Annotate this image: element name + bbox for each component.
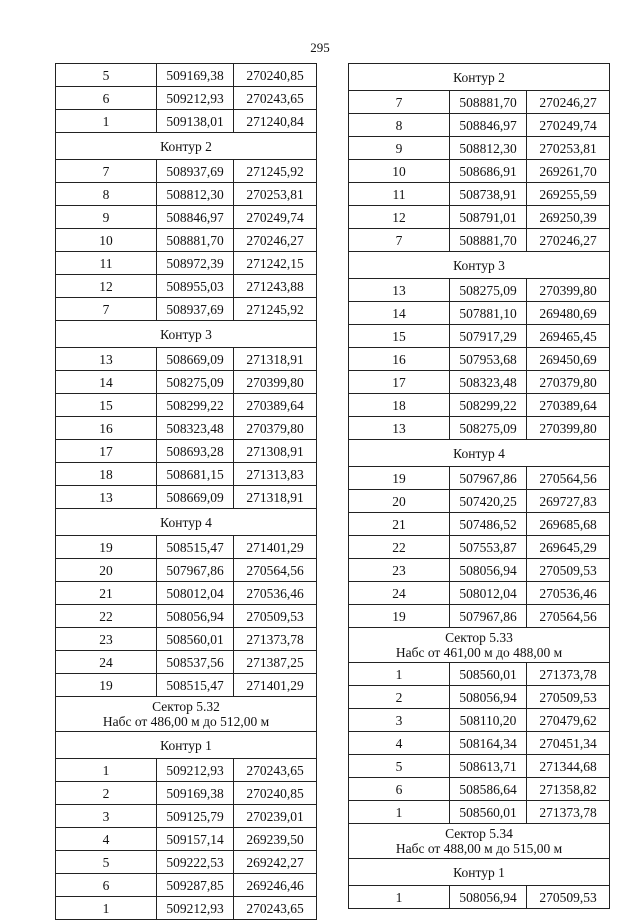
contour-header-row: [349, 859, 610, 886]
y-coordinate-cell: 269250,39: [527, 206, 610, 229]
point-number-cell: 12: [349, 206, 450, 229]
point-number-cell: 3: [349, 709, 450, 732]
point-number-cell: 19: [349, 605, 450, 628]
x-coordinate-cell: 508560,01: [450, 801, 527, 824]
point-number-cell: 18: [56, 463, 157, 486]
point-number-cell: 6: [349, 778, 450, 801]
x-coordinate-cell: 508846,97: [450, 114, 527, 137]
point-number-cell: 17: [56, 440, 157, 463]
y-coordinate-cell: 271308,91: [234, 440, 317, 463]
section-title: Сектор 5.33: [445, 630, 513, 645]
x-coordinate-cell: 508056,94: [157, 605, 234, 628]
x-coordinate-cell: 508972,39: [157, 252, 234, 275]
x-coordinate-cell: 508881,70: [450, 229, 527, 252]
point-number-cell: 7: [56, 298, 157, 321]
y-coordinate-cell: 270243,65: [234, 897, 317, 920]
point-number-cell: 16: [349, 348, 450, 371]
point-number-cell: 7: [349, 229, 450, 252]
x-coordinate-cell: 508812,30: [450, 137, 527, 160]
point-number-cell: 5: [349, 755, 450, 778]
y-coordinate-cell: 271240,84: [234, 110, 317, 133]
y-coordinate-cell: 270239,01: [234, 805, 317, 828]
table-row: [56, 440, 317, 463]
coordinates-table-right: [348, 63, 610, 909]
section-title: Сектор 5.32: [152, 699, 220, 714]
point-number-cell: 2: [349, 686, 450, 709]
point-number-cell: 21: [56, 582, 157, 605]
point-number-cell: 23: [56, 628, 157, 651]
x-coordinate-cell: 508012,04: [157, 582, 234, 605]
y-coordinate-cell: 271318,91: [234, 348, 317, 371]
point-number-cell: 4: [349, 732, 450, 755]
x-coordinate-cell: 509222,53: [157, 851, 234, 874]
x-coordinate-cell: 508275,09: [157, 371, 234, 394]
table-row: [349, 490, 610, 513]
section-header-cell: [349, 440, 610, 467]
point-number-cell: 21: [349, 513, 450, 536]
point-number-cell: 1: [56, 897, 157, 920]
point-number-cell: 3: [56, 805, 157, 828]
table-row: [56, 828, 317, 851]
contour-header-row: [56, 133, 317, 160]
point-number-cell: 16: [56, 417, 157, 440]
y-coordinate-cell: 271401,29: [234, 674, 317, 697]
y-coordinate-cell: 269246,46: [234, 874, 317, 897]
y-coordinate-cell: 270564,56: [234, 559, 317, 582]
x-coordinate-cell: 509212,93: [157, 897, 234, 920]
x-coordinate-cell: 508846,97: [157, 206, 234, 229]
y-coordinate-cell: 271243,88: [234, 275, 317, 298]
table-row: [56, 628, 317, 651]
y-coordinate-cell: 270246,27: [527, 229, 610, 252]
x-coordinate-cell: 508275,09: [450, 417, 527, 440]
point-number-cell: 10: [56, 229, 157, 252]
y-coordinate-cell: 270536,46: [527, 582, 610, 605]
y-coordinate-cell: 270564,56: [527, 605, 610, 628]
x-coordinate-cell: 508323,48: [157, 417, 234, 440]
table-row: [56, 275, 317, 298]
x-coordinate-cell: 508056,94: [450, 686, 527, 709]
y-coordinate-cell: 270564,56: [527, 467, 610, 490]
point-number-cell: 1: [349, 801, 450, 824]
table-row: [349, 663, 610, 686]
page-number: 295: [310, 40, 330, 55]
table-row: [56, 851, 317, 874]
contour-header-row: [349, 252, 610, 279]
x-coordinate-cell: 507917,29: [450, 325, 527, 348]
y-coordinate-cell: 271318,91: [234, 486, 317, 509]
point-number-cell: 20: [56, 559, 157, 582]
table-row: [349, 91, 610, 114]
table-row: [56, 252, 317, 275]
x-coordinate-cell: 509157,14: [157, 828, 234, 851]
y-coordinate-cell: 270243,65: [234, 87, 317, 110]
x-coordinate-cell: 508560,01: [157, 628, 234, 651]
contour-header-row: [349, 64, 610, 91]
y-coordinate-cell: 270509,53: [234, 605, 317, 628]
x-coordinate-cell: 508275,09: [450, 279, 527, 302]
table-row: [349, 348, 610, 371]
y-coordinate-cell: 269255,59: [527, 183, 610, 206]
table-row: [349, 114, 610, 137]
y-coordinate-cell: 270509,53: [527, 686, 610, 709]
table-row: [349, 778, 610, 801]
table-row: [56, 874, 317, 897]
section-header-cell: [56, 321, 317, 348]
y-coordinate-cell: 269465,45: [527, 325, 610, 348]
table-row: [56, 805, 317, 828]
table-row: [349, 686, 610, 709]
y-coordinate-cell: 271242,15: [234, 252, 317, 275]
table-row: [56, 536, 317, 559]
x-coordinate-cell: 509125,79: [157, 805, 234, 828]
table-row: [349, 513, 610, 536]
table-row: [56, 110, 317, 133]
x-coordinate-cell: 509287,85: [157, 874, 234, 897]
x-coordinate-cell: 508537,56: [157, 651, 234, 674]
y-coordinate-cell: 269239,50: [234, 828, 317, 851]
y-coordinate-cell: 270509,53: [527, 886, 610, 909]
section-subtitle: Набс от 486,00 м до 512,00 м: [102, 714, 270, 729]
section-title: Контур 4: [453, 445, 505, 461]
point-number-cell: 6: [56, 87, 157, 110]
table-row: [56, 897, 317, 920]
y-coordinate-cell: 271373,78: [527, 663, 610, 686]
x-coordinate-cell: 508056,94: [450, 886, 527, 909]
x-coordinate-cell: 508110,20: [450, 709, 527, 732]
y-coordinate-cell: 271387,25: [234, 651, 317, 674]
contour-header-row: [349, 440, 610, 467]
x-coordinate-cell: 507967,86: [450, 605, 527, 628]
point-number-cell: 15: [349, 325, 450, 348]
x-coordinate-cell: 509169,38: [157, 782, 234, 805]
point-number-cell: 19: [56, 536, 157, 559]
table-row: [349, 605, 610, 628]
x-coordinate-cell: 507420,25: [450, 490, 527, 513]
x-coordinate-cell: 508881,70: [157, 229, 234, 252]
table-row: [56, 229, 317, 252]
point-number-cell: 5: [56, 851, 157, 874]
y-coordinate-cell: 271245,92: [234, 160, 317, 183]
table-row: [56, 605, 317, 628]
point-number-cell: 10: [349, 160, 450, 183]
y-coordinate-cell: 271401,29: [234, 536, 317, 559]
point-number-cell: 5: [56, 64, 157, 87]
y-coordinate-cell: 269480,69: [527, 302, 610, 325]
x-coordinate-cell: 508613,71: [450, 755, 527, 778]
x-coordinate-cell: 508012,04: [450, 582, 527, 605]
x-coordinate-cell: 507967,86: [157, 559, 234, 582]
point-number-cell: 4: [56, 828, 157, 851]
table-row: [349, 206, 610, 229]
section-title: Контур 1: [160, 737, 212, 753]
y-coordinate-cell: 270399,80: [527, 279, 610, 302]
x-coordinate-cell: 509212,93: [157, 87, 234, 110]
point-number-cell: 20: [349, 490, 450, 513]
table-row: [349, 160, 610, 183]
y-coordinate-cell: 270249,74: [527, 114, 610, 137]
x-coordinate-cell: 508669,09: [157, 486, 234, 509]
x-coordinate-cell: 509169,38: [157, 64, 234, 87]
point-number-cell: 11: [349, 183, 450, 206]
x-coordinate-cell: 509138,01: [157, 110, 234, 133]
y-coordinate-cell: 269685,68: [527, 513, 610, 536]
table-row: [349, 582, 610, 605]
table-row: [349, 302, 610, 325]
point-number-cell: 7: [349, 91, 450, 114]
y-coordinate-cell: 270399,80: [234, 371, 317, 394]
section-title: Контур 3: [453, 257, 505, 273]
table-row: [56, 371, 317, 394]
x-coordinate-cell: 508812,30: [157, 183, 234, 206]
section-header-cell: [349, 628, 610, 663]
point-number-cell: 14: [349, 302, 450, 325]
x-coordinate-cell: 508056,94: [450, 559, 527, 582]
point-number-cell: 13: [56, 348, 157, 371]
section-title: Сектор 5.34: [445, 826, 513, 841]
table-row: [56, 206, 317, 229]
x-coordinate-cell: 508881,70: [450, 91, 527, 114]
point-number-cell: 2: [56, 782, 157, 805]
point-number-cell: 9: [349, 137, 450, 160]
table-row: [349, 709, 610, 732]
y-coordinate-cell: 270253,81: [527, 137, 610, 160]
x-coordinate-cell: 508299,22: [450, 394, 527, 417]
point-number-cell: 6: [56, 874, 157, 897]
y-coordinate-cell: 270240,85: [234, 782, 317, 805]
point-number-cell: 8: [56, 183, 157, 206]
y-coordinate-cell: 270243,65: [234, 759, 317, 782]
contour-header-row: [56, 732, 317, 759]
section-title: Контур 2: [160, 138, 212, 154]
y-coordinate-cell: 271344,68: [527, 755, 610, 778]
section-title: Контур 4: [160, 514, 212, 530]
table-row: [56, 298, 317, 321]
point-number-cell: 22: [56, 605, 157, 628]
table-row: [56, 582, 317, 605]
point-number-cell: 23: [349, 559, 450, 582]
y-coordinate-cell: 270536,46: [234, 582, 317, 605]
point-number-cell: 13: [349, 417, 450, 440]
y-coordinate-cell: 270240,85: [234, 64, 317, 87]
section-header-cell: [349, 64, 610, 91]
x-coordinate-cell: 507953,68: [450, 348, 527, 371]
x-coordinate-cell: 508693,28: [157, 440, 234, 463]
table-row: [349, 229, 610, 252]
table-row: [349, 536, 610, 559]
table-row: [56, 651, 317, 674]
table-row: [349, 732, 610, 755]
point-number-cell: 18: [349, 394, 450, 417]
section-header-cell: [56, 697, 317, 732]
x-coordinate-cell: 508586,64: [450, 778, 527, 801]
table-row: [56, 183, 317, 206]
sector-header-row: [349, 628, 610, 663]
section-header-cell: [56, 133, 317, 160]
y-coordinate-cell: 271313,83: [234, 463, 317, 486]
table-row: [56, 64, 317, 87]
point-number-cell: 9: [56, 206, 157, 229]
section-title: Контур 1: [453, 864, 505, 880]
x-coordinate-cell: 508515,47: [157, 674, 234, 697]
x-coordinate-cell: 508560,01: [450, 663, 527, 686]
x-coordinate-cell: 507553,87: [450, 536, 527, 559]
y-coordinate-cell: 270246,27: [527, 91, 610, 114]
point-number-cell: 17: [349, 371, 450, 394]
point-number-cell: 1: [349, 886, 450, 909]
sector-header-row: [56, 697, 317, 732]
x-coordinate-cell: 508937,69: [157, 298, 234, 321]
table-row: [56, 160, 317, 183]
point-number-cell: 22: [349, 536, 450, 559]
contour-header-row: [56, 321, 317, 348]
y-coordinate-cell: 271245,92: [234, 298, 317, 321]
point-number-cell: 1: [56, 759, 157, 782]
section-header-cell: [349, 252, 610, 279]
table-row: [349, 559, 610, 582]
y-coordinate-cell: 270379,80: [527, 371, 610, 394]
table-row: [349, 371, 610, 394]
point-number-cell: 1: [56, 110, 157, 133]
y-coordinate-cell: 269727,83: [527, 490, 610, 513]
point-number-cell: 14: [56, 371, 157, 394]
y-coordinate-cell: 271373,78: [234, 628, 317, 651]
point-number-cell: 11: [56, 252, 157, 275]
x-coordinate-cell: 508738,91: [450, 183, 527, 206]
point-number-cell: 24: [349, 582, 450, 605]
point-number-cell: 13: [349, 279, 450, 302]
point-number-cell: 1: [349, 663, 450, 686]
y-coordinate-cell: 271358,82: [527, 778, 610, 801]
x-coordinate-cell: 508299,22: [157, 394, 234, 417]
y-coordinate-cell: 270379,80: [234, 417, 317, 440]
point-number-cell: 7: [56, 160, 157, 183]
x-coordinate-cell: 507881,10: [450, 302, 527, 325]
y-coordinate-cell: 270253,81: [234, 183, 317, 206]
table-row: [56, 87, 317, 110]
table-row: [349, 886, 610, 909]
y-coordinate-cell: 270399,80: [527, 417, 610, 440]
x-coordinate-cell: 508515,47: [157, 536, 234, 559]
y-coordinate-cell: 270451,34: [527, 732, 610, 755]
y-coordinate-cell: 270509,53: [527, 559, 610, 582]
section-header-cell: [349, 859, 610, 886]
y-coordinate-cell: 270246,27: [234, 229, 317, 252]
table-row: [349, 467, 610, 490]
x-coordinate-cell: 508686,91: [450, 160, 527, 183]
x-coordinate-cell: 508669,09: [157, 348, 234, 371]
table-row: [56, 417, 317, 440]
x-coordinate-cell: 508791,01: [450, 206, 527, 229]
x-coordinate-cell: 509212,93: [157, 759, 234, 782]
point-number-cell: 15: [56, 394, 157, 417]
table-row: [349, 801, 610, 824]
table-row: [56, 463, 317, 486]
point-number-cell: 8: [349, 114, 450, 137]
y-coordinate-cell: 270389,64: [527, 394, 610, 417]
section-header-cell: [56, 732, 317, 759]
section-title: Контур 2: [453, 69, 505, 85]
y-coordinate-cell: 271373,78: [527, 801, 610, 824]
table-row: [56, 486, 317, 509]
x-coordinate-cell: 507967,86: [450, 467, 527, 490]
y-coordinate-cell: 269242,27: [234, 851, 317, 874]
table-row: [56, 394, 317, 417]
point-number-cell: 19: [56, 674, 157, 697]
table-row: [349, 325, 610, 348]
table-row: [56, 782, 317, 805]
point-number-cell: 13: [56, 486, 157, 509]
point-number-cell: 24: [56, 651, 157, 674]
table-row: [349, 417, 610, 440]
section-subtitle: Набс от 488,00 м до 515,00 м: [395, 841, 563, 856]
y-coordinate-cell: 270389,64: [234, 394, 317, 417]
table-row: [349, 279, 610, 302]
y-coordinate-cell: 269450,69: [527, 348, 610, 371]
table-row: [56, 348, 317, 371]
y-coordinate-cell: 269645,29: [527, 536, 610, 559]
x-coordinate-cell: 508164,34: [450, 732, 527, 755]
coordinates-table-left: [55, 63, 317, 920]
point-number-cell: 19: [349, 467, 450, 490]
section-header-cell: [56, 509, 317, 536]
sector-header-row: [349, 824, 610, 859]
section-title: Контур 3: [160, 326, 212, 342]
table-row: [349, 755, 610, 778]
x-coordinate-cell: 508937,69: [157, 160, 234, 183]
x-coordinate-cell: 507486,52: [450, 513, 527, 536]
x-coordinate-cell: 508323,48: [450, 371, 527, 394]
table-row: [56, 759, 317, 782]
table-row: [56, 559, 317, 582]
y-coordinate-cell: 269261,70: [527, 160, 610, 183]
section-header-cell: [349, 824, 610, 859]
section-subtitle: Набс от 461,00 м до 488,00 м: [395, 645, 563, 660]
table-row: [56, 674, 317, 697]
x-coordinate-cell: 508681,15: [157, 463, 234, 486]
y-coordinate-cell: 270249,74: [234, 206, 317, 229]
table-row: [349, 183, 610, 206]
contour-header-row: [56, 509, 317, 536]
table-row: [349, 137, 610, 160]
y-coordinate-cell: 270479,62: [527, 709, 610, 732]
point-number-cell: 12: [56, 275, 157, 298]
table-row: [349, 394, 610, 417]
x-coordinate-cell: 508955,03: [157, 275, 234, 298]
